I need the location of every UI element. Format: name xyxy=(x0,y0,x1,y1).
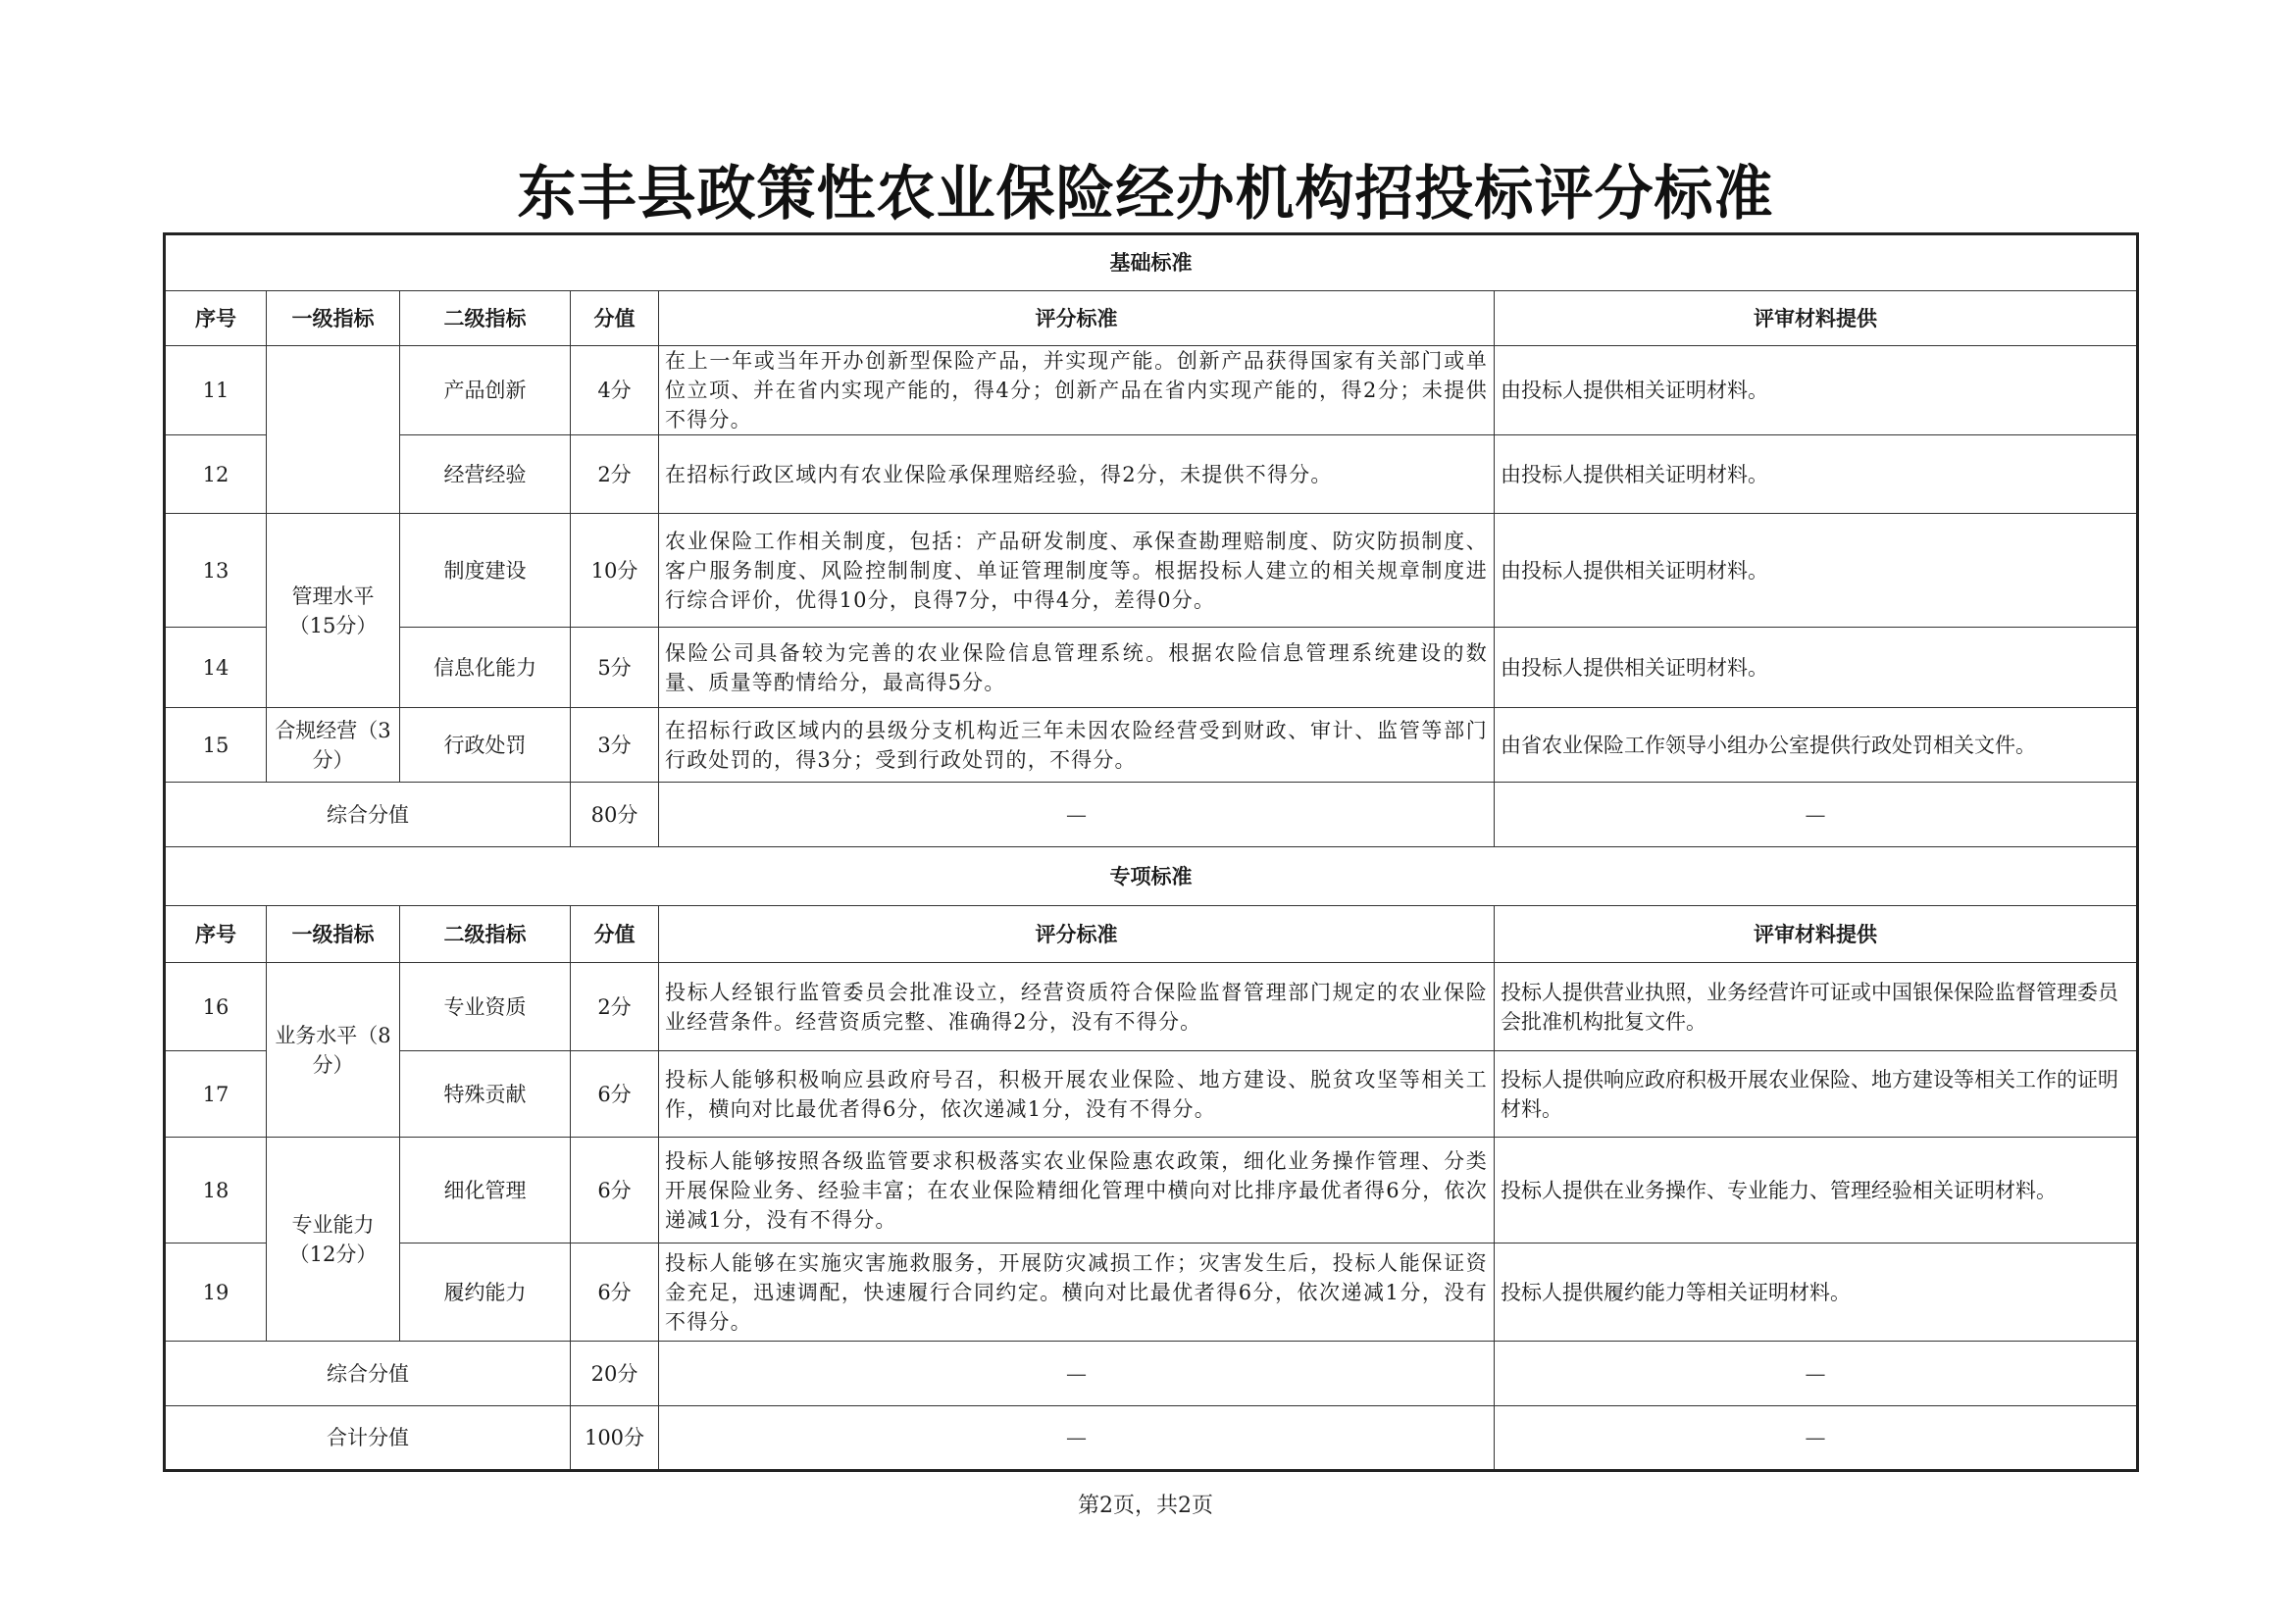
header-seq: 序号 xyxy=(165,906,267,963)
row-materials: 由投标人提供相关证明材料。 xyxy=(1495,514,2138,628)
section-title-special: 专项标准 xyxy=(165,847,2138,906)
row-materials: 由投标人提供相关证明材料。 xyxy=(1495,628,2138,708)
section-row-special xyxy=(165,847,2138,906)
row-seq: 18 xyxy=(165,1138,267,1243)
row-materials: 由投标人提供相关证明材料。 xyxy=(1495,346,2138,435)
scoring-table xyxy=(163,232,2139,1472)
page-number-footer: 第2页，共2页 xyxy=(1078,1494,1213,1518)
row-level2: 履约能力 xyxy=(400,1243,571,1342)
group-compliance: 合规经营（3分） xyxy=(267,708,400,783)
header-score: 分值 xyxy=(571,906,659,963)
subtotal-dash: — xyxy=(659,1342,1495,1406)
row-score: 5分 xyxy=(571,628,659,708)
header-seq: 序号 xyxy=(165,291,267,346)
row-materials: 由投标人提供相关证明材料。 xyxy=(1495,435,2138,514)
row-materials: 投标人提供履约能力等相关证明材料。 xyxy=(1495,1243,2138,1342)
row-seq: 16 xyxy=(165,963,267,1051)
total-dash: — xyxy=(659,1406,1495,1471)
group-business-level: 业务水平（8分） xyxy=(267,963,400,1138)
row-level2: 特殊贡献 xyxy=(400,1051,571,1138)
subtotal-row-basic xyxy=(165,783,2138,847)
row-score: 10分 xyxy=(571,514,659,628)
row-score: 3分 xyxy=(571,708,659,783)
row-criteria: 农业保险工作相关制度，包括：产品研发制度、承保查勘理赔制度、防灾防损制度、客户服务制度、风险控制制度、单证管理制度等。根据投标人建立的相关规章制度进行综合评价，优得10分，良得7分，中得4分，差得0分。 xyxy=(659,514,1495,628)
row-seq: 13 xyxy=(165,514,267,628)
row-score: 4分 xyxy=(571,346,659,435)
row-seq: 15 xyxy=(165,708,267,783)
row-materials: 投标人提供响应政府积极开展农业保险、地方建设等相关工作的证明材料。 xyxy=(1495,1051,2138,1138)
table-row xyxy=(165,514,2138,628)
header-row-basic xyxy=(165,291,2138,346)
total-dash: — xyxy=(1495,1406,2138,1471)
group-professional-capability: 专业能力（12分） xyxy=(267,1138,400,1342)
table-row xyxy=(165,1243,2138,1342)
group-management-level: 管理水平（15分） xyxy=(267,514,400,708)
table-row xyxy=(165,963,2138,1051)
section-row-basic xyxy=(165,234,2138,291)
subtotal-label: 综合分值 xyxy=(165,1342,571,1406)
row-seq: 17 xyxy=(165,1051,267,1138)
total-row xyxy=(165,1406,2138,1471)
row-criteria: 在上一年或当年开办创新型保险产品，并实现产能。创新产品获得国家有关部门或单位立项、并在省内实现产能的，得4分；创新产品在省内实现产能的，得2分；未提供不得分。 xyxy=(659,346,1495,435)
row-seq: 11 xyxy=(165,346,267,435)
header-level1: 一级指标 xyxy=(267,291,400,346)
row-materials: 投标人提供营业执照，业务经营许可证或中国银保保险监督管理委员会批准机构批复文件。 xyxy=(1495,963,2138,1051)
table-row xyxy=(165,346,2138,435)
header-criteria: 评分标准 xyxy=(659,906,1495,963)
table-row xyxy=(165,708,2138,783)
document-title: 东丰县政策性农业保险经办机构招投标评分标准 xyxy=(517,160,1774,228)
subtotal-score: 20分 xyxy=(571,1342,659,1406)
row-level2: 制度建设 xyxy=(400,514,571,628)
subtotal-row-special xyxy=(165,1342,2138,1406)
row-criteria: 保险公司具备较为完善的农业保险信息管理系统。根据农险信息管理系统建设的数量、质量等酌情给分，最高得5分。 xyxy=(659,628,1495,708)
row-criteria: 投标人能够在实施灾害施救服务，开展防灾减损工作；灾害发生后，投标人能保证资金充足，迅速调配，快速履行合同约定。横向对比最优者得6分，依次递减1分，没有不得分。 xyxy=(659,1243,1495,1342)
row-level2: 细化管理 xyxy=(400,1138,571,1243)
row-level2: 行政处罚 xyxy=(400,708,571,783)
table-row xyxy=(165,1138,2138,1243)
header-score: 分值 xyxy=(571,291,659,346)
section-title-basic: 基础标准 xyxy=(165,234,2138,291)
table-row xyxy=(165,628,2138,708)
row-criteria: 投标人经银行监管委员会批准设立，经营资质符合保险监督管理部门规定的农业保险业经营条件。经营资质完整、准确得2分，没有不得分。 xyxy=(659,963,1495,1051)
row-level2: 信息化能力 xyxy=(400,628,571,708)
subtotal-dash: — xyxy=(1495,1342,2138,1406)
level1-cell-empty xyxy=(267,346,400,514)
subtotal-score: 80分 xyxy=(571,783,659,847)
header-level1: 一级指标 xyxy=(267,906,400,963)
row-score: 2分 xyxy=(571,435,659,514)
total-score: 100分 xyxy=(571,1406,659,1471)
header-materials: 评审材料提供 xyxy=(1495,291,2138,346)
row-criteria: 投标人能够按照各级监管要求积极落实农业保险惠农政策，细化业务操作管理、分类开展保险业务、经验丰富；在农业保险精细化管理中横向对比排序最优者得6分，依次递减1分，没有不得分。 xyxy=(659,1138,1495,1243)
row-level2: 经营经验 xyxy=(400,435,571,514)
row-materials: 投标人提供在业务操作、专业能力、管理经验相关证明材料。 xyxy=(1495,1138,2138,1243)
table-row xyxy=(165,435,2138,514)
row-criteria: 在招标行政区域内有农业保险承保理赔经验，得2分，未提供不得分。 xyxy=(659,435,1495,514)
table-row xyxy=(165,1051,2138,1138)
row-score: 6分 xyxy=(571,1243,659,1342)
header-level2: 二级指标 xyxy=(400,906,571,963)
row-level2: 专业资质 xyxy=(400,963,571,1051)
subtotal-dash: — xyxy=(1495,783,2138,847)
header-row-special xyxy=(165,906,2138,963)
total-label: 合计分值 xyxy=(165,1406,571,1471)
header-level2: 二级指标 xyxy=(400,291,571,346)
row-level2: 产品创新 xyxy=(400,346,571,435)
subtotal-label: 综合分值 xyxy=(165,783,571,847)
header-criteria: 评分标准 xyxy=(659,291,1495,346)
row-criteria: 在招标行政区域内的县级分支机构近三年未因农险经营受到财政、审计、监管等部门行政处罚的，得3分；受到行政处罚的，不得分。 xyxy=(659,708,1495,783)
row-seq: 12 xyxy=(165,435,267,514)
header-materials: 评审材料提供 xyxy=(1495,906,2138,963)
row-criteria: 投标人能够积极响应县政府号召，积极开展农业保险、地方建设、脱贫攻坚等相关工作，横向对比最优者得6分，依次递减1分，没有不得分。 xyxy=(659,1051,1495,1138)
row-seq: 19 xyxy=(165,1243,267,1342)
row-score: 2分 xyxy=(571,963,659,1051)
row-score: 6分 xyxy=(571,1138,659,1243)
subtotal-dash: — xyxy=(659,783,1495,847)
row-score: 6分 xyxy=(571,1051,659,1138)
row-seq: 14 xyxy=(165,628,267,708)
row-materials: 由省农业保险工作领导小组办公室提供行政处罚相关文件。 xyxy=(1495,708,2138,783)
